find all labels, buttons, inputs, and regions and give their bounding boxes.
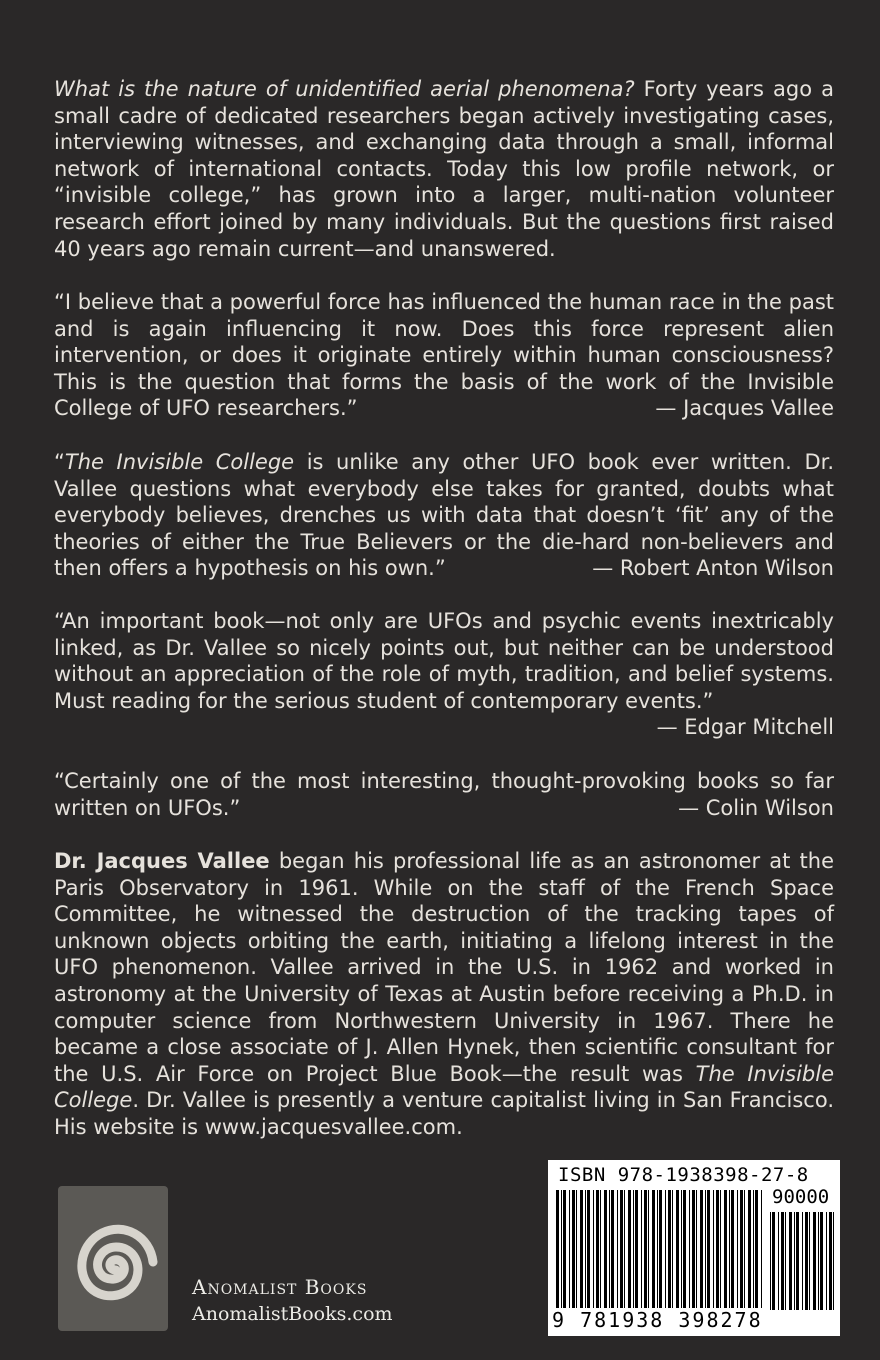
barcode-bar (833, 1212, 834, 1310)
barcode-bar (652, 1190, 655, 1310)
quote-text: is unlike any other UFO book ever written. Dr. Vallee questions what everybody else takes for granted, doubts what everybody believes, drenches us with data that doesn’t ‘fit’ any of the theories of either the True Believers or the die-hard non-believers and then offers a hypothesis on his own.” (54, 450, 834, 581)
barcode-bar (781, 1212, 784, 1310)
barcode-bar (770, 1212, 771, 1310)
barcode-bar (753, 1190, 754, 1310)
barcode-bar (713, 1190, 714, 1310)
barcode-bar (829, 1212, 832, 1310)
barcode-bar (609, 1190, 610, 1310)
author-name: Dr. Jacques Vallee (54, 849, 270, 873)
barcode-bar (676, 1190, 679, 1310)
barcode-bar (744, 1190, 745, 1310)
barcode-bar (720, 1190, 721, 1310)
barcode-bar (561, 1190, 562, 1310)
quote-attribution: — Colin Wilson (678, 795, 834, 820)
barcode-bar (569, 1190, 570, 1310)
barcode-bar (657, 1190, 658, 1310)
barcode-bar (794, 1212, 795, 1310)
barcode-bar (748, 1190, 751, 1310)
barcode-bar (617, 1190, 618, 1310)
isbn-barcode (548, 1160, 840, 1336)
barcode-bar (648, 1190, 649, 1310)
quote-attribution: — Robert Anton Wilson (592, 556, 834, 581)
author-bio (54, 848, 834, 1141)
barcode-bar (668, 1190, 671, 1310)
quote-text: “An important book—not only are UFOs and psychic events inextricably linked, as Dr. Vallee so nicely points out, but neither can be understood without an appreciation of the role of myth, tradition, and belief systems. Must reading for the serious student of contemporary events.” (54, 609, 834, 713)
barcode-bar (572, 1190, 575, 1310)
barcode-bar (724, 1190, 727, 1310)
barcode-bar (707, 1190, 710, 1310)
ean-digits: 9 781938 398278 (552, 1308, 763, 1332)
price-code: 90000 (772, 1186, 830, 1208)
bio-text-a: began his professional life as an astronomer at the Paris Observatory in 1961. While on the staff of the French Space Committee, he witnessed the destruction of the tracking tapes of unknown objects orbiting the earth, initiating a lifelong interest in the UFO phenomenon. Vallee arrived in the U.S. in 1962 and worked in astronomy at the University of Texas at Austin before receiving a Ph.D. in computer science from Northwestern University in 1967. There he became a close associate of J. Allen Hynek, then scientific consultant for the U.S. Air Force on Project Blue Book—the result was (54, 849, 834, 1086)
barcode-bar (778, 1212, 779, 1310)
barcode-bar (809, 1212, 810, 1310)
barcode-bar (818, 1212, 819, 1310)
barcode-bar (740, 1190, 743, 1310)
barcode-bar (729, 1190, 730, 1310)
barcode-bar (705, 1190, 706, 1310)
quote-text: “Certainly one of the most interesting, thought-provoking books so far written on UFOs.” (54, 769, 834, 820)
publisher-spiral-logo (58, 1186, 168, 1331)
barcode-bar (556, 1190, 559, 1310)
intro-lead-question: What is the nature of unidentified aerial phenomena? (54, 77, 635, 101)
barcode-bar (802, 1212, 803, 1310)
barcode-bar (813, 1212, 816, 1310)
barcode-bar (689, 1190, 690, 1310)
publisher-website: AnomalistBooks.com (192, 1303, 393, 1325)
barcode-bar (826, 1212, 827, 1310)
barcode-bar (620, 1190, 623, 1310)
barcode-bar (731, 1190, 734, 1310)
barcode-bar (585, 1190, 586, 1310)
barcode-bar (681, 1190, 682, 1310)
barcode-bar (683, 1190, 686, 1310)
publisher-name: Anomalist Books (192, 1275, 368, 1299)
quote-robert-anton-wilson (54, 449, 834, 582)
barcode-bar (600, 1190, 601, 1310)
quote-colin-wilson (54, 768, 834, 821)
barcode-bar (672, 1190, 673, 1310)
barcode-bar (580, 1190, 583, 1310)
barcode-bar (635, 1190, 638, 1310)
barcode-bar (587, 1190, 590, 1310)
intro-body: Forty years ago a small cadre of dedicated researchers began actively investigating cases, interviewing witnesses, and exchanging data through a small, informal network of international contacts. Today this low profile network, or “invisible college,” has grown into a larger, multi-nation volunteer research effort joined by many individuals. But the questions first raised 40 years ago remain current—and unanswered. (54, 77, 834, 261)
barcode-bar (761, 1190, 762, 1310)
barcode-bar (611, 1190, 614, 1310)
barcode-bar (628, 1190, 631, 1310)
spiral-icon (58, 1186, 168, 1331)
barcode-bar (785, 1212, 786, 1310)
barcode-bar (641, 1190, 642, 1310)
barcode-bar (665, 1190, 666, 1310)
isbn-label: ISBN 978-1938398-27-8 (558, 1164, 809, 1186)
publisher-block (192, 1275, 393, 1325)
barcode-bar (563, 1190, 566, 1310)
barcode-bar (692, 1190, 695, 1310)
quote-edgar-mitchell (54, 608, 834, 741)
barcode-bar (755, 1190, 758, 1310)
intro-paragraph (54, 76, 834, 262)
barcode-bar (716, 1190, 719, 1310)
barcode-bar (624, 1190, 625, 1310)
barcode-bar (789, 1212, 792, 1310)
quote-text: “I believe that a powerful force has influenced the human race in the past and is again influencing it now. Does this force represent alien intervention, or does it originate entirely within human consciousness? This is the question that forms the basis of the work of the Invisible College of UFO researchers.” (54, 290, 834, 421)
barcode-bar (633, 1190, 634, 1310)
book-title: The Invisible College (64, 450, 295, 474)
barcode-bar (805, 1212, 808, 1310)
barcode-bar (593, 1190, 594, 1310)
barcode-bar (596, 1190, 599, 1310)
barcode-bar (820, 1212, 823, 1310)
barcode-bar (659, 1190, 662, 1310)
quote-open-mark: “ (54, 450, 65, 474)
barcode-bar (796, 1212, 799, 1310)
barcode-bar (772, 1212, 775, 1310)
barcode-bar (700, 1190, 703, 1310)
quote-attribution: — Jacques Vallee (655, 396, 834, 421)
barcode-bar (576, 1190, 577, 1310)
barcode-bar (737, 1190, 738, 1310)
barcode-bar (644, 1190, 647, 1310)
barcode-bar (696, 1190, 697, 1310)
bio-text-b: . Dr. Vallee is presently a venture capitalist living in San Francisco. His website is www.jacquesvallee.com. (54, 1088, 834, 1139)
quote-attribution: — Edgar Mitchell (656, 715, 834, 740)
quote-jacques-vallee (54, 289, 834, 422)
book-title: The Invisible College (54, 1061, 834, 1113)
barcode-bar (604, 1190, 607, 1310)
